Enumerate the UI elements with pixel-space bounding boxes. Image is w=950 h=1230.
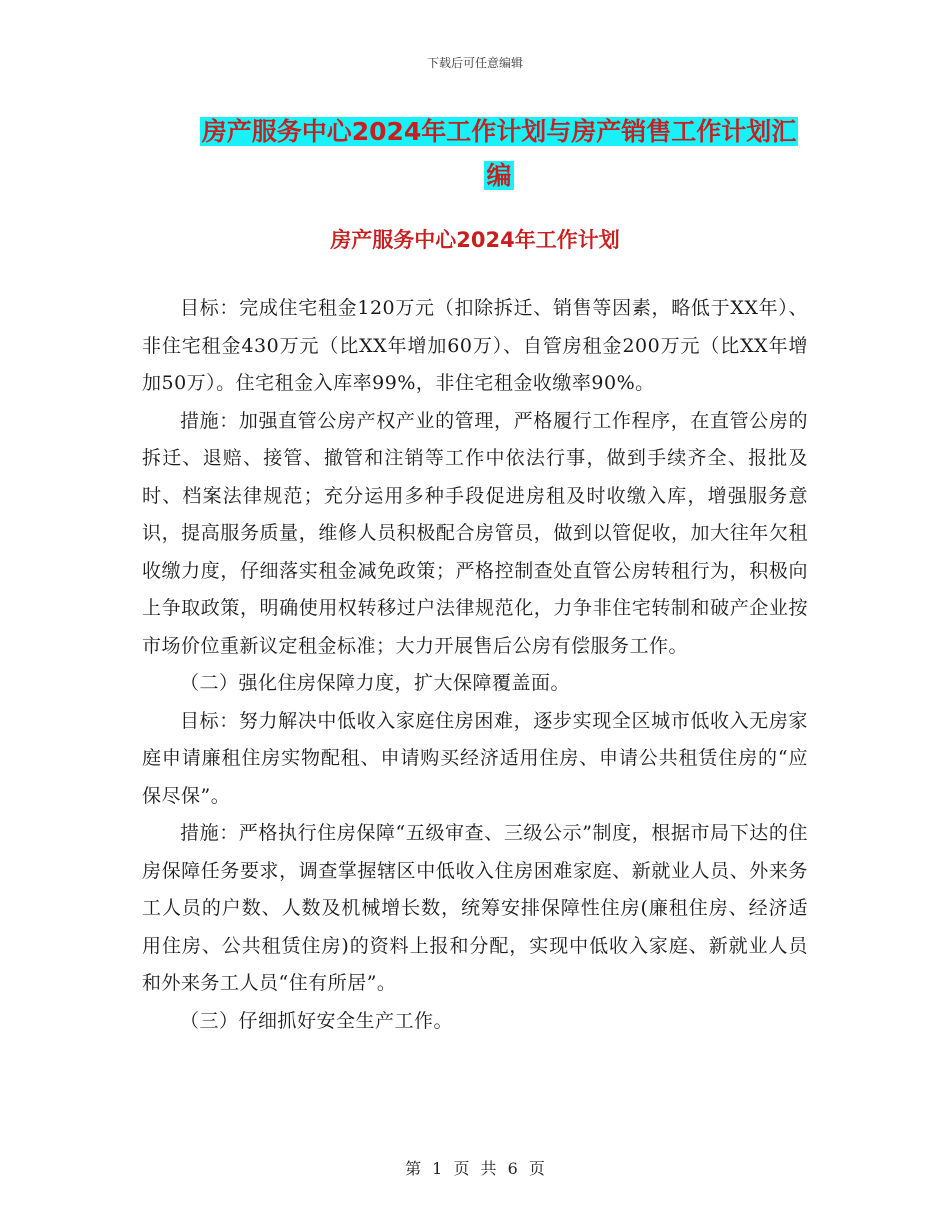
paragraph-target-1: 目标：完成住宅租金120万元（扣除拆迁、销售等因素，略低于XX年）、非住宅租金430万元（比XX年增加60万）、自管房租金200万元（比XX年增加50万）。住宅租金入库率99%，非住宅租金收缴率90%。 [142, 297, 808, 394]
page-footer: 第 1 页 共 6 页 [405, 1159, 545, 1178]
body-text [142, 290, 808, 1040]
paragraph-heading-3: （三）仔细抓好安全生产工作。 [180, 1009, 454, 1032]
header-note: 下载后可任意编辑 [426, 56, 523, 70]
paragraph-measures-1: 措施：加强直管公房产权产业的管理，严格履行工作程序，在直管公房的拆迁、退赔、接管、撤管和注销等工作中依法行事，做到手续齐全、报批及时、档案法律规范；充分运用多种手段促进房租及时收缴入库，增强服务意识，提高服务质量，维修人员积极配合房管员，做到以管促收，加大往年欠租收缴力度，仔细落实租金减免政策；严格控制查处直管公房转租行为，积极向上争取政策，明确使用权转移过户法律规范化，力争非住宅转制和破产企业按市场价位重新议定租金标准；大力开展售后公房有偿服务工作。 [142, 409, 808, 657]
title-line-1: 房产服务中心2024年工作计划与房产销售工作计划汇 [201, 117, 797, 146]
paragraph-target-2: 目标：努力解决中低收入家庭住房困难，逐步实现全区城市低收入无房家庭申请廉租住房实物配租、申请购买经济适用住房、申请公共租赁住房的“应保尽保”。 [142, 709, 808, 807]
paragraph-measures-2: 措施：严格执行住房保障“五级审查、三级公示”制度，根据市局下达的住房保障任务要求，调查掌握辖区中低收入住房困难家庭、新就业人员、外来务工人员的户数、人数及机械增长数，统筹安排保障性住房(廉租住房、经济适用住房、公共租赁住房)的资料上报和分配，实现中低收入家庭、新就业人员和外来务工人员“住有所居”。 [142, 822, 808, 994]
paragraph-heading-2: （二）强化住房保障力度，扩大保障覆盖面。 [180, 672, 571, 694]
section-title: 房产服务中心2024年工作计划 [330, 228, 620, 252]
title-line-2: 编 [486, 161, 512, 190]
document-title [188, 110, 810, 198]
